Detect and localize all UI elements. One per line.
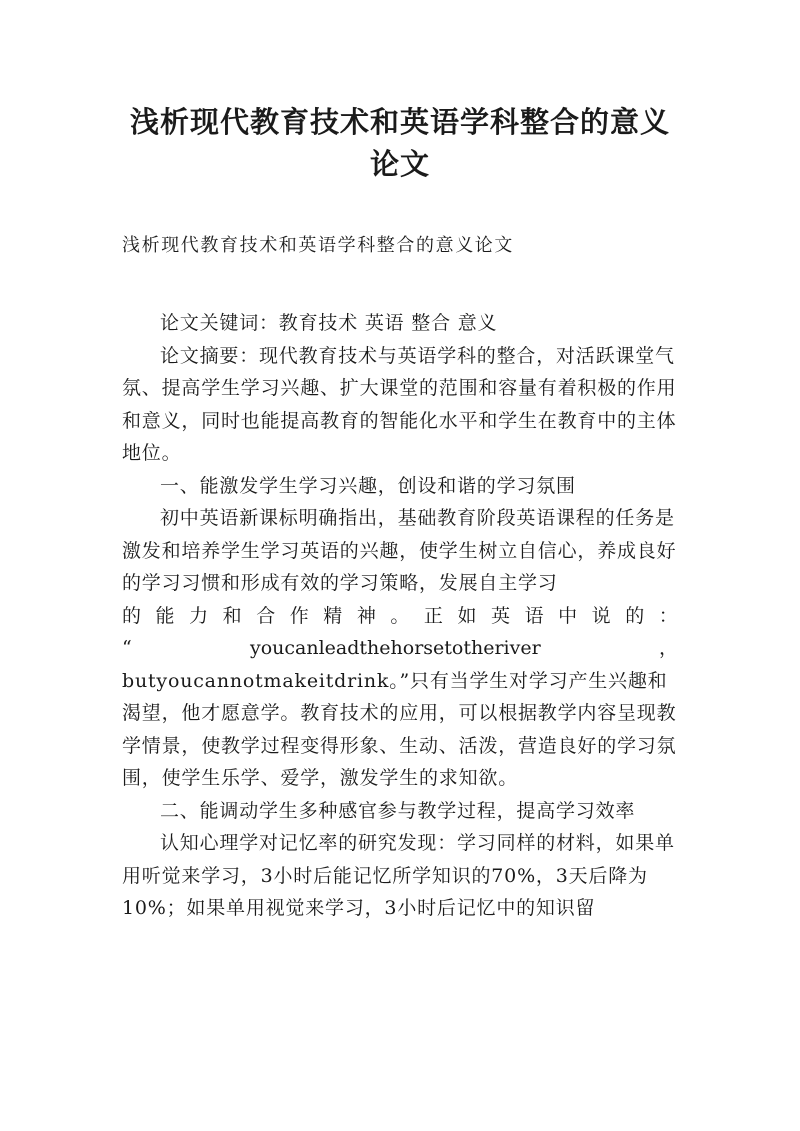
spread-char: 。: [390, 604, 410, 627]
section1-heading: 一、能激发学生学习兴趣，创设和谐的学习氛围: [160, 474, 576, 497]
spread-char: 的: [122, 604, 142, 627]
spread-char: 神: [356, 604, 376, 627]
document-subtitle: 浅析现代教育技术和英语学科整合的意义论文: [122, 235, 514, 256]
document-title-line2: 论文: [369, 147, 430, 181]
spread-char: 说: [591, 604, 611, 627]
document-body: [122, 307, 678, 925]
spread-char: 作: [289, 604, 309, 627]
spread-char: 正: [423, 604, 443, 627]
section1-paragraph-b: butyoucannotmakeitdrink。”只有当学生对学习产生兴趣和渴望，他才愿意学。教育技术的应用，可以根据教学内容呈现教学情景，使教学过程变得形象、生动、活泼，营造良好的学习氛围，使学生乐学、爱学，激发学生的求知欲。: [122, 669, 677, 789]
quote-text: youcanleadthehorsetotheriver: [249, 637, 541, 659]
spread-char: 语: [524, 604, 544, 627]
section1-paragraph-a: 初中英语新课标明确指出，基础教育阶段英语课程的任务是激发和培养学生学习英语的兴趣，使学生树立自信心，养成良好的学习习惯和形成有效的学习策略，发展自主学习: [122, 507, 677, 594]
document-title-line1: 浅析现代教育技术和英语学科整合的意义: [129, 105, 670, 139]
quote-comma: ，: [658, 637, 678, 659]
spread-char: 中: [558, 604, 578, 627]
spread-char: 能: [155, 604, 175, 627]
section1-spread-line: [122, 600, 678, 633]
spread-char: 合: [256, 604, 276, 627]
spread-char: ：: [658, 604, 678, 627]
spread-char: 的: [625, 604, 645, 627]
spread-char: 精: [323, 604, 343, 627]
abstract-paragraph: 论文摘要：现代教育技术与英语学科的整合，对活跃课堂气氛、提高学生学习兴趣、扩大课堂的范围和容量有着积极的作用和意义，同时也能提高教育的智能化水平和学生在教育中的主体地位。: [122, 344, 677, 464]
spread-char: 如: [457, 604, 477, 627]
spread-char: 英: [491, 604, 511, 627]
section2-paragraph: 认知心理学对记忆率的研究发现：学习同样的材料，如果单用听觉来学习，3小时后能记忆所学知识的70%，3天后降为10%；如果单用视觉来学习，3小时后记忆中的知识留: [122, 832, 675, 919]
spread-char: 和: [222, 604, 242, 627]
spread-char: 力: [189, 604, 209, 627]
quote-open-mark: “: [122, 637, 132, 659]
section2-heading: 二、能调动学生多种感官参与教学过程，提高学习效率: [160, 799, 636, 822]
keywords-paragraph: 论文关键词：教育技术 英语 整合 意义: [160, 312, 498, 334]
english-quote-line: [122, 632, 678, 665]
